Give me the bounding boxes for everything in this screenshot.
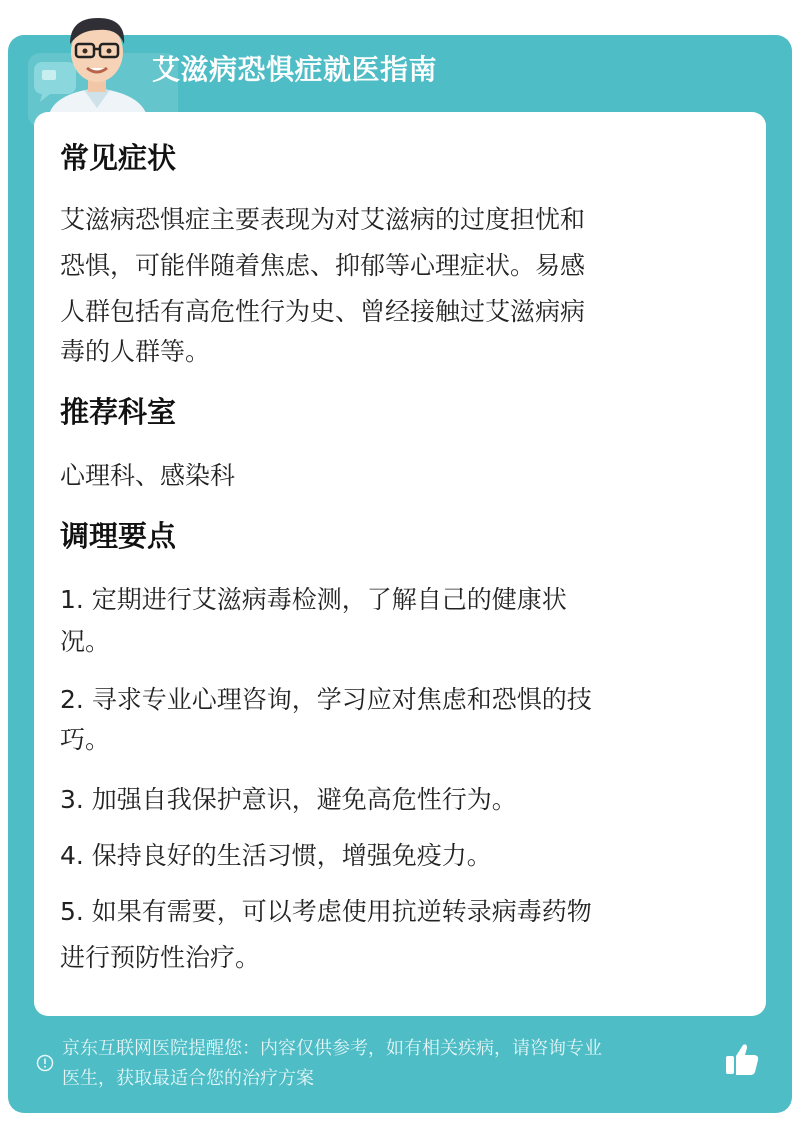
- disclaimer-note: [62, 1034, 726, 1094]
- symptoms-line-2: 恐惧，可能伴随着焦虑、抑郁等心理症状。易感: [60, 251, 586, 280]
- disclaimer-line-1: 京东互联网医院提醒您：内容仅供参考，如有相关疾病，请咨询专业: [62, 1038, 602, 1059]
- thumbs-up-icon[interactable]: [724, 1042, 760, 1076]
- care-item-5-line-2: 进行预防性治疗。: [60, 943, 261, 972]
- care-item-4: 4. 保持良好的生活习惯，增强免疫力。: [60, 841, 492, 870]
- care-item-5-line-1: 5. 如果有需要，可以考虑使用抗逆转录病毒药物: [60, 897, 592, 926]
- department-text: 心理科、感染科: [60, 461, 236, 490]
- care-item-2-line-2: 巧。: [60, 725, 111, 754]
- care-title: 调理要点: [60, 519, 177, 553]
- doctor-avatar: [40, 8, 155, 120]
- care-item-2-line-1: 2. 寻求专业心理咨询，学习应对焦虑和恐惧的技: [60, 685, 592, 714]
- care-item-3: 3. 加强自我保护意识，避免高危性行为。: [60, 785, 517, 814]
- page-title: 艾滋病恐惧症就医指南: [152, 53, 438, 86]
- disclaimer-line-2: 医生，获取最适合您的治疗方案: [62, 1068, 314, 1089]
- department-title: 推荐科室: [60, 395, 177, 429]
- symptoms-title: 常见症状: [60, 141, 177, 175]
- care-item-1-line-1: 1. 定期进行艾滋病毒检测，了解自己的健康状: [60, 585, 567, 614]
- care-item-1-line-2: 况。: [60, 627, 111, 656]
- symptoms-line-4: 毒的人群等。: [60, 337, 211, 366]
- symptoms-line-3: 人群包括有高危性行为史、曾经接触过艾滋病病: [60, 297, 586, 326]
- symptoms-line-1: 艾滋病恐惧症主要表现为对艾滋病的过度担忧和: [60, 205, 586, 234]
- info-icon: [36, 1054, 54, 1072]
